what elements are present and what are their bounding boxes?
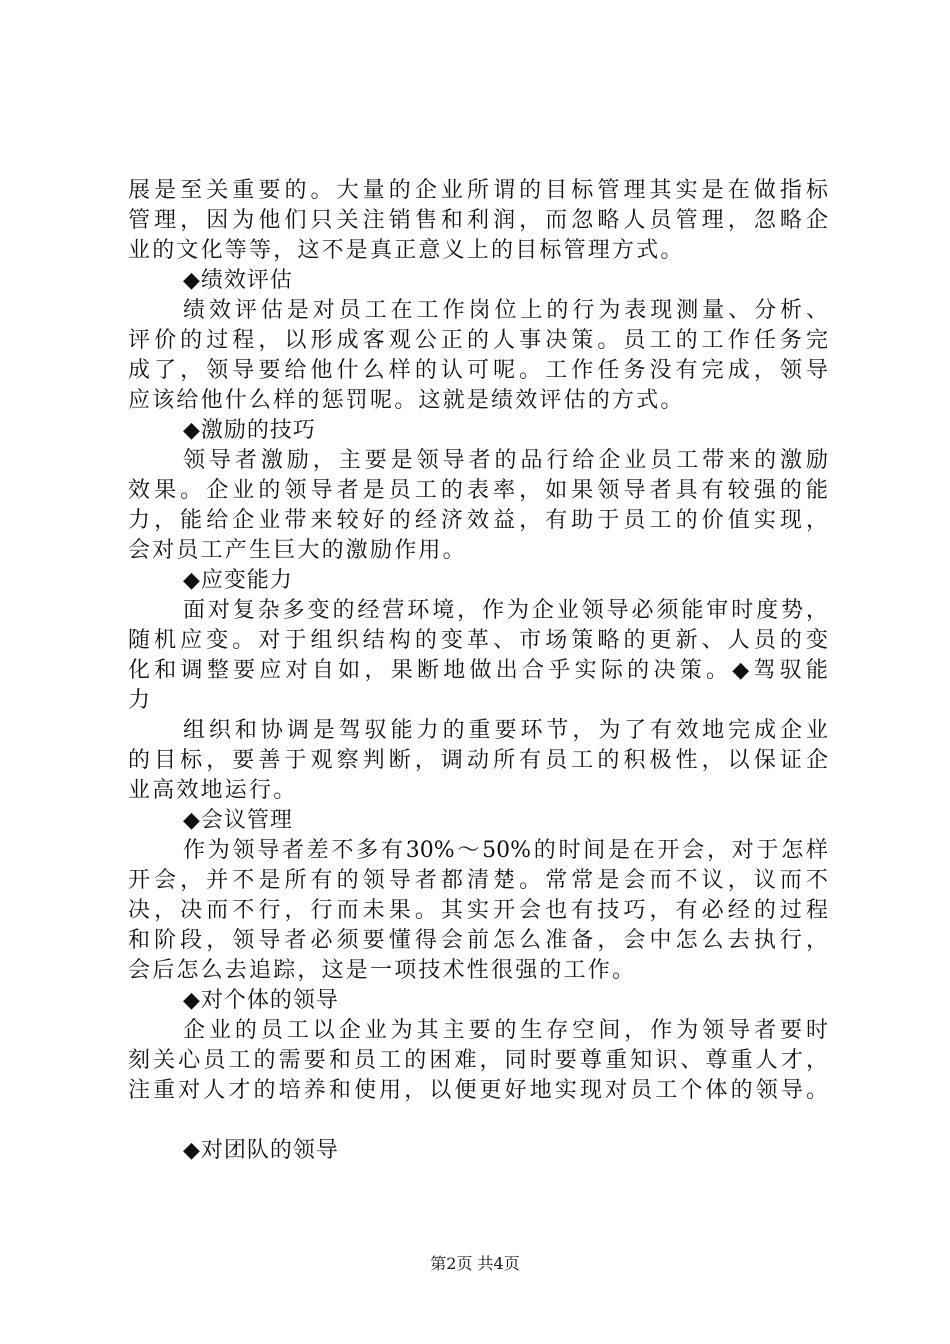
body-line: 的目标，要善于观察判断，调动所有员工的积极性，以保证企 [128,748,828,773]
page-footer: 第2页 共4页 [430,1254,520,1273]
document-body [128,176,828,1166]
section-heading-meetings: ◆会议管理 [183,808,293,833]
body-line: 面对复杂多变的经营环境，作为企业领导必须能审时度势， [183,598,828,623]
section-heading-team: ◆对团队的领导 [183,1138,339,1163]
body-line: 刻关心员工的需要和员工的困难，同时要尊重知识、尊重人才， [128,1048,828,1073]
body-line: 组织和协调是驾驭能力的重要环节，为了有效地完成企业 [183,718,828,743]
body-line: 企业的员工以企业为其主要的生存空间，作为领导者要时 [183,1018,828,1043]
section-heading-performance: ◆绩效评估 [183,268,293,293]
paragraph-gap [128,1106,828,1136]
body-line: 随机应变。对于组织结构的变革、市场策略的更新、人员的变 [128,628,828,653]
section-heading-motivation: ◆激励的技巧 [183,418,316,443]
body-line: 注重对人才的培养和使用，以便更好地实现对员工个体的领导。 [128,1078,828,1103]
body-line: 会后怎么去追踪，这是一项技术性很强的工作。 [128,958,637,983]
body-line: 会对员工产生巨大的激励作用。 [128,538,467,563]
body-line: 化和调整要应对自如，果断地做出合乎实际的决策。◆驾驭能 [128,658,828,683]
body-line: 评价的过程，以形成客观公正的人事决策。员工的工作任务完 [128,328,828,353]
section-heading-individual: ◆对个体的领导 [183,988,339,1013]
body-line: 开会，并不是所有的领导者都清楚。常常是会而不议，议而不 [128,868,828,893]
body-line: 应该给他什么样的惩罚呢。这就是绩效评估的方式。 [128,388,685,413]
body-line: 业高效地运行。 [128,778,298,803]
body-line: 和阶段，领导者必须要懂得会前怎么准备，会中怎么去执行， [128,928,828,953]
body-line: 领导者激励，主要是领导者的品行给企业员工带来的激励 [183,448,828,473]
body-line: 力 [128,688,153,713]
body-line: 管理，因为他们只关注销售和利润，而忽略人员管理，忽略企 [128,208,828,233]
body-line: 作为领导者差不多有30%～50%的时间是在开会，对于怎样 [183,838,828,863]
section-heading-adaptability: ◆应变能力 [183,568,293,593]
body-line: 决，决而不行，行而未果。其实开会也有技巧，有必经的过程 [128,898,828,923]
body-line: 成了，领导要给他什么样的认可呢。工作任务没有完成，领导 [128,358,828,383]
body-line: 力，能给企业带来较好的经济效益，有助于员工的价值实现， [128,508,828,533]
body-line: 绩效评估是对员工在工作岗位上的行为表现测量、分析、 [183,298,828,323]
body-line: 效果。企业的领导者是员工的表率，如果领导者具有较强的能 [128,478,828,503]
body-line: 业的文化等等，这不是真正意义上的目标管理方式。 [128,238,685,263]
body-line: 展是至关重要的。大量的企业所谓的目标管理其实是在做指标 [128,178,828,203]
